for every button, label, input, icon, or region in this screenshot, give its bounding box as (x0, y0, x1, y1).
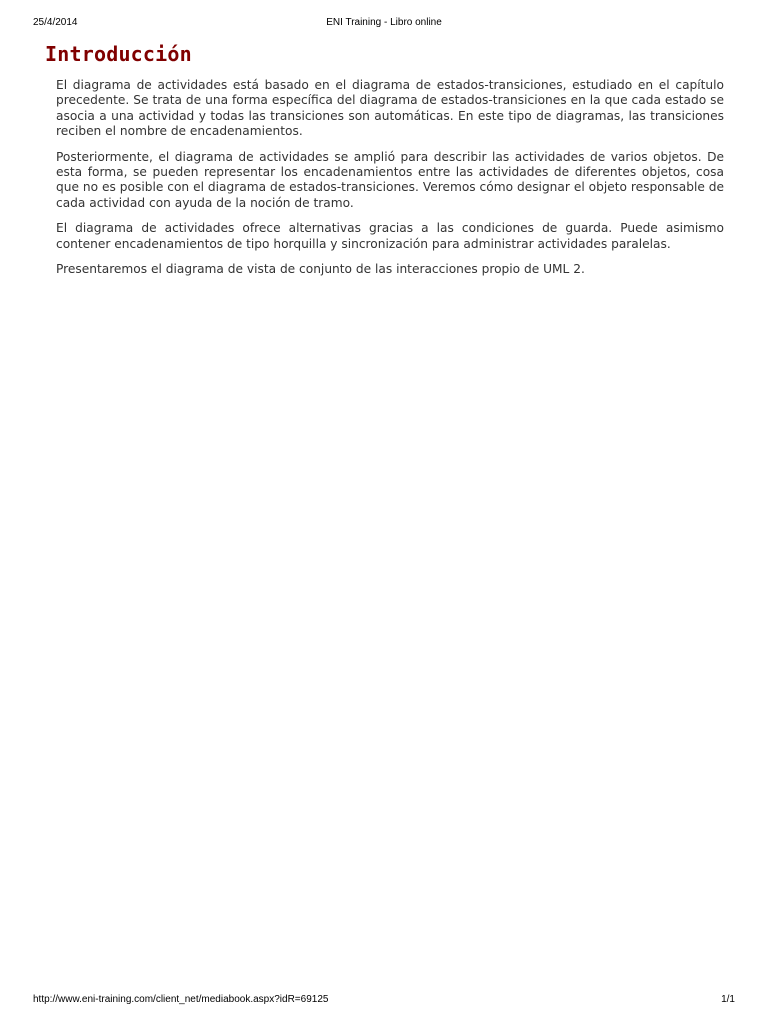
print-date: 25/4/2014 (33, 17, 78, 28)
paragraph: Posteriormente, el diagrama de actividades se amplió para describir las actividades de varios objetos. De esta forma, se pueden representar los encadenamientos entre las actividades de diferentes objetos, cosa que no es posible con el diagrama de estados-transiciones. Veremos cómo designar el objeto responsable de cada actividad con ayuda de la noción de tramo. (56, 149, 724, 210)
print-footer (33, 994, 735, 1008)
paragraph: El diagrama de actividades está basado en el diagrama de estados-transiciones, estudiado en el capítulo precedente. Se trata de una forma específica del diagrama de estados-transiciones en la que cada estado se asocia a una actividad y todas las transiciones son automáticas. En este tipo de diagramas, las transiciones reciben el nombre de encadenamientos. (56, 78, 724, 139)
section-heading: Introducción (45, 42, 192, 66)
section-body (56, 78, 724, 277)
paragraph: Presentaremos el diagrama de vista de conjunto de las interacciones propio de UML 2. (56, 262, 585, 277)
print-page-title: ENI Training - Libro online (326, 17, 442, 28)
paragraph: El diagrama de actividades ofrece alternativas gracias a las condiciones de guarda. Puede asimismo contener encadenamientos de tipo horquilla y sincronización para administrar actividades paralelas. (56, 221, 724, 251)
print-header (33, 17, 735, 31)
document-content (45, 42, 725, 287)
page-number: 1/1 (721, 994, 735, 1005)
source-url: http://www.eni-training.com/client_net/mediabook.aspx?idR=69125 (33, 994, 329, 1005)
